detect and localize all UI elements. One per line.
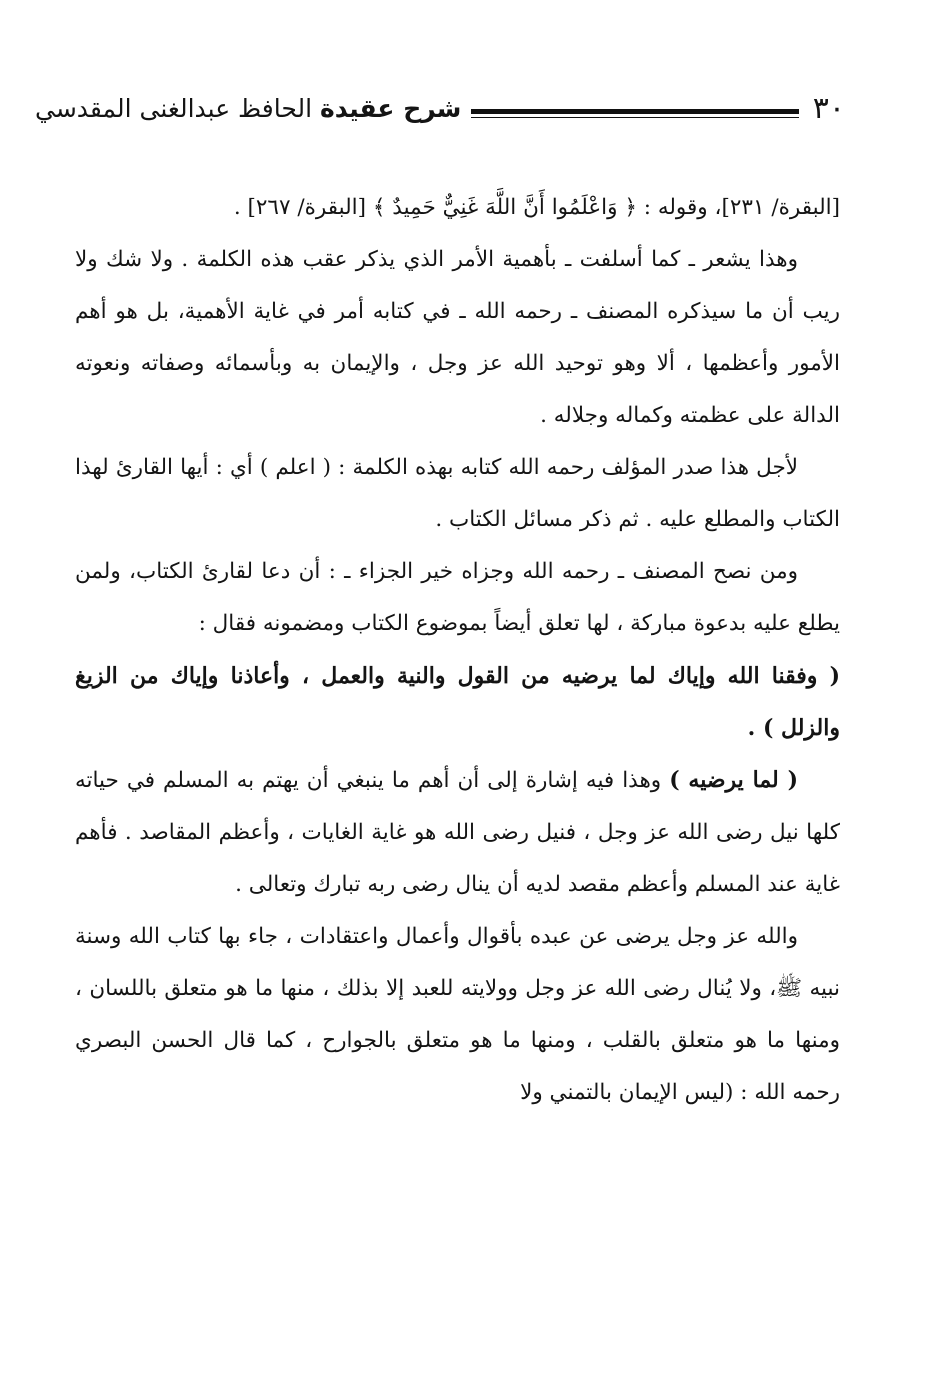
paragraph-2: وهذا يشعر ـ كما أسلفت ـ بأهمية الأمر الذي يذكر عقب هذه الكلمة . ولا شك ولا ريب أن ما سيذكره المصنف ـ رحمه الله ـ في كتابه أمر في غاية الأهمية، بل هو أهم الأمور وأعظمها ، ألا وهو توحيد الله عز وجل ، والإيمان به وبأسمائه وصفاته ونعوته الدالة على عظمته وكماله وجلاله . <box>75 247 840 428</box>
header-rule <box>471 100 798 126</box>
book-title-rest: الحافظ عبدالغنى المقدسي <box>35 94 313 123</box>
page-body <box>75 182 840 1119</box>
paragraph-7: والله عز وجل يرضى عن عبده بأقوال وأعمال واعتقادات ، جاء بها كتاب الله وسنة نبيه ﷺ، ولا يُنال رضى الله عز وجل وولايته للعبد إلا بذلك ، منها ما هو متعلق باللسان ، ومنها ما هو متعلق بالقلب ، ومنها ما هو متعلق بالجوارح ، كما قال الحسن البصري رحمه الله : (ليس الإيمان بالتمني ولا <box>75 924 840 1105</box>
book-title-bold: شرح عقيدة <box>320 94 462 123</box>
book-title <box>35 92 461 126</box>
paragraph-6-lead: ( لما يرضيه ) <box>669 767 798 793</box>
page-number: ٣٠ <box>812 91 845 126</box>
paragraph-6 <box>75 754 840 911</box>
paragraph-1: [البقرة/ ٢٣١]، وقوله : ﴿ وَاعْلَمُوا أَنَّ اللَّهَ غَنِيٌّ حَمِيدٌ ﴾ [البقرة/ ٢٦٧] . <box>233 195 840 220</box>
paragraph-6-text: وهذا فيه إشارة إلى أن أهم ما ينبغي أن يهتم به المسلم في حياته كلها نيل رضى الله عز وجل ، فنيل رضى الله هو غاية الغايات ، وأعظم المقاصد . فأهم غاية عند المسلم وأعظم مقصد لديه أن ينال رضى ربه تبارك وتعالى . <box>75 768 840 897</box>
author-quote: ( وفقنا الله وإياك لما يرضيه من القول والنية والعمل ، وأعاذنا وإياك من الزيغ والزلل ) . <box>75 663 840 741</box>
page-header <box>35 78 845 126</box>
paragraph-3: لأجل هذا صدر المؤلف رحمه الله كتابه بهذه الكلمة : ( اعلم ) أي : أيها القارئ لهذا الكتاب والمطلع عليه . ثم ذكر مسائل الكتاب . <box>75 455 840 532</box>
paragraph-4: ومن نصح المصنف ـ رحمه الله وجزاه خير الجزاء ـ : أن دعا لقارئ الكتاب، ولمن يطلع عليه بدعوة مباركة ، لها تعلق أيضاً بموضوع الكتاب ومضمونه فقال : <box>75 559 840 636</box>
